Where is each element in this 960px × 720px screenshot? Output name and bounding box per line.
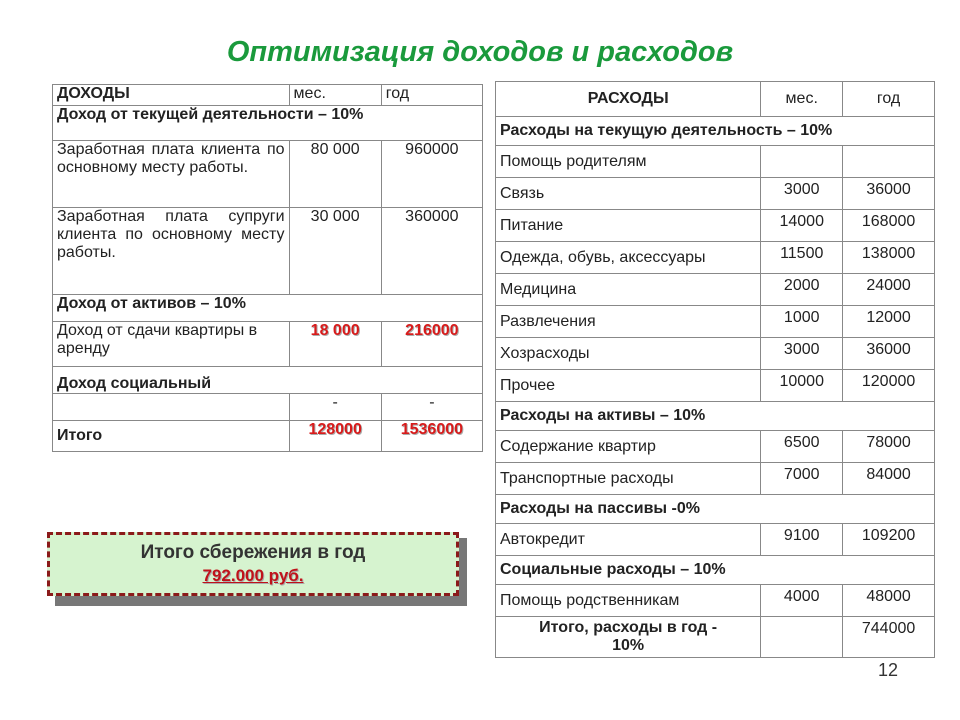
table-row [53, 208, 483, 295]
row-year [843, 146, 935, 178]
table-row [53, 322, 483, 367]
row-label: Заработная плата супруги клиента по основному месту работы. [53, 208, 290, 295]
income-header-month: мес. [289, 85, 381, 106]
row-year: 36000 [843, 178, 935, 210]
total-label: Итого, расходы в год - 10% [496, 617, 761, 658]
section-title: Расходы на пассивы -0% [496, 495, 935, 524]
row-label: Одежда, обувь, аксессуары [496, 242, 761, 274]
row-month: 4000 [761, 585, 843, 617]
row-label: Доход от сдачи квартиры в аренду [53, 322, 290, 367]
row-month: 14000 [761, 210, 843, 242]
row-year: 138000 [843, 242, 935, 274]
table-row [496, 463, 935, 495]
expense-group-liabilities [496, 524, 935, 556]
income-section-assets [53, 295, 483, 322]
income-header-label: ДОХОДЫ [53, 85, 290, 106]
table-row [496, 274, 935, 306]
income-total-row [53, 421, 483, 452]
row-month: - [289, 394, 381, 421]
section-title: Доход от активов – 10% [53, 295, 483, 322]
expense-header-month: мес. [761, 82, 843, 117]
row-label: Помощь родственникам [496, 585, 761, 617]
income-header-year: год [381, 85, 482, 106]
expense-group-social [496, 585, 935, 617]
savings-value: 792.000 руб. [202, 566, 304, 585]
total-year: 1536000 [381, 421, 482, 452]
table-row [53, 394, 483, 421]
row-label: Питание [496, 210, 761, 242]
row-month: 3000 [761, 338, 843, 370]
section-title: Расходы на текущую деятельность – 10% [496, 117, 935, 146]
row-month: 18 000 [289, 322, 381, 367]
table-row [496, 585, 935, 617]
row-label: Развлечения [496, 306, 761, 338]
row-year: 12000 [843, 306, 935, 338]
total-year: 744000 [843, 617, 935, 658]
row-label: Медицина [496, 274, 761, 306]
row-year: 360000 [381, 208, 482, 295]
expense-section-current [496, 117, 935, 146]
income-section-social [53, 367, 483, 394]
row-label: Заработная плата клиента по основному месту работы. [53, 141, 290, 208]
row-month: 9100 [761, 524, 843, 556]
row-label: Содержание квартир [496, 431, 761, 463]
section-title: Доход социальный [53, 367, 483, 394]
total-month: 128000 [289, 421, 381, 452]
expense-section-liabilities [496, 495, 935, 524]
row-year: 960000 [381, 141, 482, 208]
expense-header-row [496, 82, 935, 117]
row-label: Помощь родителям [496, 146, 761, 178]
income-section-current [53, 106, 483, 141]
row-year: 48000 [843, 585, 935, 617]
page-number: 12 [878, 660, 899, 680]
section-title: Доход от текущей деятельности – 10% [53, 106, 483, 141]
table-row [496, 431, 935, 463]
row-year: 84000 [843, 463, 935, 495]
total-month [761, 617, 843, 658]
row-label: Связь [496, 178, 761, 210]
row-label: Прочее [496, 370, 761, 402]
row-month: 2000 [761, 274, 843, 306]
section-title: Расходы на активы – 10% [496, 402, 935, 431]
savings-box [47, 532, 459, 596]
expense-section-social [496, 556, 935, 585]
row-year: 78000 [843, 431, 935, 463]
expense-header-label: РАСХОДЫ [496, 82, 761, 117]
row-year: 120000 [843, 370, 935, 402]
expense-table [495, 81, 935, 658]
income-header-row [53, 85, 483, 106]
row-month [761, 146, 843, 178]
table-row [496, 178, 935, 210]
row-year: - [381, 394, 482, 421]
table-row [496, 338, 935, 370]
row-month: 11500 [761, 242, 843, 274]
table-row [496, 146, 935, 178]
row-month: 30 000 [289, 208, 381, 295]
row-month: 80 000 [289, 141, 381, 208]
row-year: 24000 [843, 274, 935, 306]
row-label: Транспортные расходы [496, 463, 761, 495]
table-row [496, 210, 935, 242]
row-month: 1000 [761, 306, 843, 338]
row-month: 3000 [761, 178, 843, 210]
table-row [53, 141, 483, 208]
page-title: Оптимизация доходов и расходов [226, 36, 734, 68]
expense-header-year: год [843, 82, 935, 117]
total-label: Итого [53, 421, 290, 452]
expense-group-assets [496, 431, 935, 495]
row-month: 10000 [761, 370, 843, 402]
row-label: Автокредит [496, 524, 761, 556]
savings-label: Итого сбережения в год [140, 542, 366, 563]
table-row [496, 306, 935, 338]
row-year: 109200 [843, 524, 935, 556]
row-year: 36000 [843, 338, 935, 370]
row-label [53, 394, 290, 421]
row-month: 6500 [761, 431, 843, 463]
section-title: Социальные расходы – 10% [496, 556, 935, 585]
row-year: 168000 [843, 210, 935, 242]
table-row [496, 242, 935, 274]
expense-total-row [496, 617, 935, 658]
table-row [496, 370, 935, 402]
row-month: 7000 [761, 463, 843, 495]
income-table [52, 84, 483, 452]
row-label: Хозрасходы [496, 338, 761, 370]
row-year: 216000 [381, 322, 482, 367]
expense-section-assets [496, 402, 935, 431]
expense-group-current [496, 146, 935, 402]
table-row [496, 524, 935, 556]
